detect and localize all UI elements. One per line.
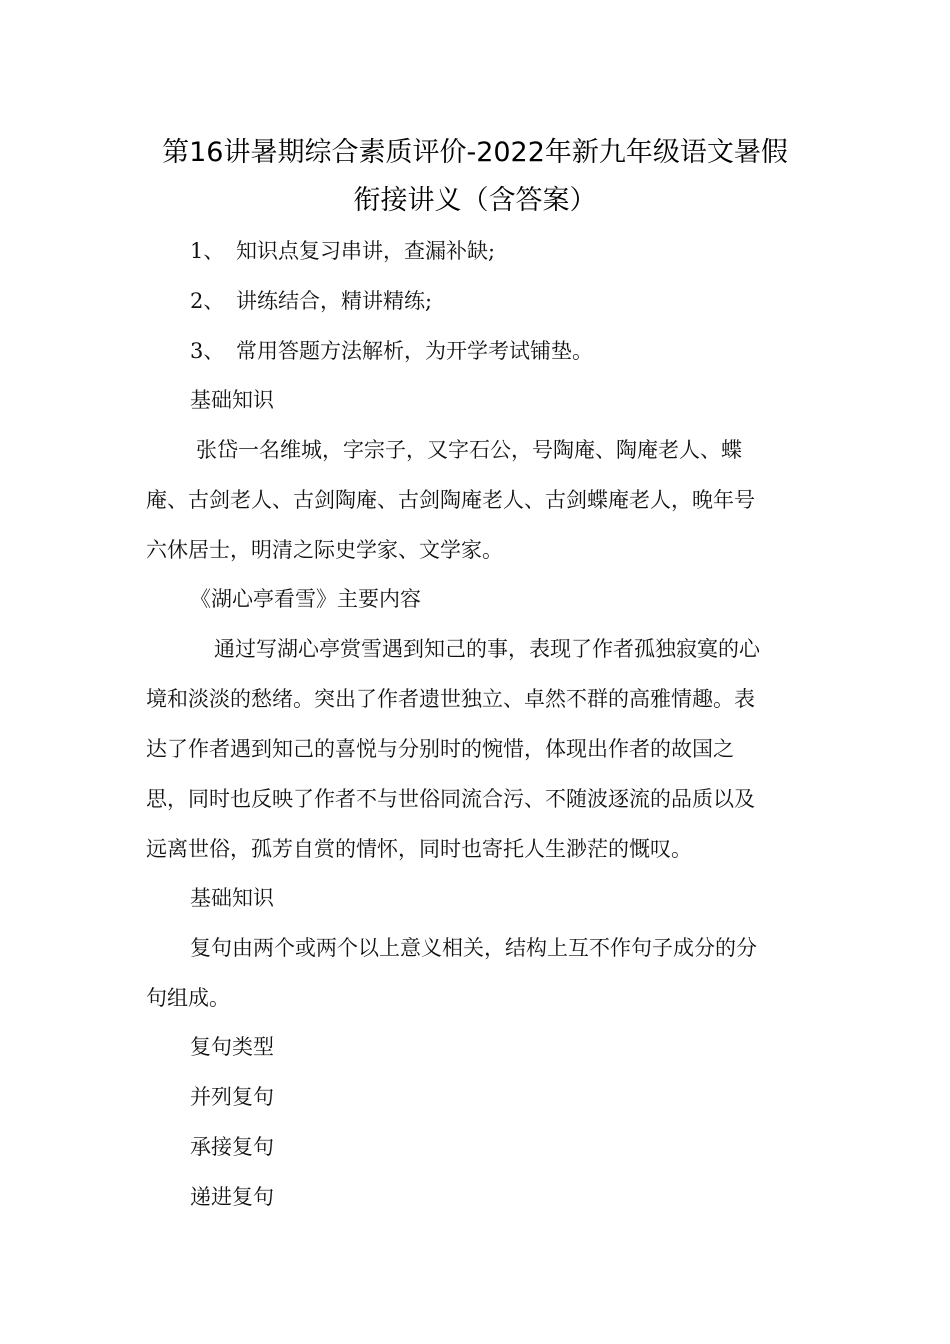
type-item-1: 并列复句 xyxy=(190,1085,274,1109)
author-para-line-2: 庵、古剑老人、古剑陶庵、古剑陶庵老人、古剑蝶庵老人，晚年号 xyxy=(146,488,755,512)
objective-3-text: 常用答题方法解析，为开学考试铺垫。 xyxy=(236,339,593,363)
content-para-line-4: 思，同时也反映了作者不与世俗同流合污、不随波逐流的品质以及 xyxy=(146,787,755,811)
section-heading-basic-knowledge-2: 基础知识 xyxy=(190,886,274,910)
complex-para-line-1: 复句由两个或两个以上意义相关，结构上互不作句子成分的分 xyxy=(190,936,757,960)
content-para-line-3: 达了作者遇到知己的喜悦与分别时的惋惜，体现出作者的故国之 xyxy=(146,737,734,761)
section-heading-basic-knowledge-1: 基础知识 xyxy=(190,388,274,412)
author-para-line-3: 六休居士，明清之际史学家、文学家。 xyxy=(146,538,503,562)
objective-3-number: 3、 xyxy=(190,339,225,363)
content-para-line-1: 通过写湖心亭赏雪遇到知己的事，表现了作者孤独寂寞的心 xyxy=(214,637,760,661)
type-item-2: 承接复句 xyxy=(190,1135,274,1159)
document-title-line-2: 衔接讲义（含答案） xyxy=(353,185,597,216)
type-item-3: 递进复句 xyxy=(190,1185,274,1209)
objective-1-number: 1、 xyxy=(190,239,225,263)
document-title-line-1: 第16讲暑期综合素质评价-2022年新九年级语文暑假 xyxy=(162,137,788,168)
content-heading: 《湖心亭看雪》主要内容 xyxy=(190,587,421,611)
types-heading: 复句类型 xyxy=(190,1035,274,1059)
objective-1-text: 知识点复习串讲，查漏补缺; xyxy=(236,239,496,263)
content-para-line-5: 远离世俗，孤芳自赏的情怀，同时也寄托人生渺茫的慨叹。 xyxy=(146,837,692,861)
objective-2-number: 2、 xyxy=(190,289,225,313)
objective-2-text: 讲练结合，精讲精练; xyxy=(236,289,433,313)
complex-para-line-2: 句组成。 xyxy=(146,986,230,1010)
author-para-line-1: 张岱一名维城，字宗子，又字石公，号陶庵、陶庵老人、蝶 xyxy=(196,438,742,462)
content-para-line-2: 境和淡淡的愁绪。突出了作者遗世独立、卓然不群的高雅情趣。表 xyxy=(146,687,755,711)
